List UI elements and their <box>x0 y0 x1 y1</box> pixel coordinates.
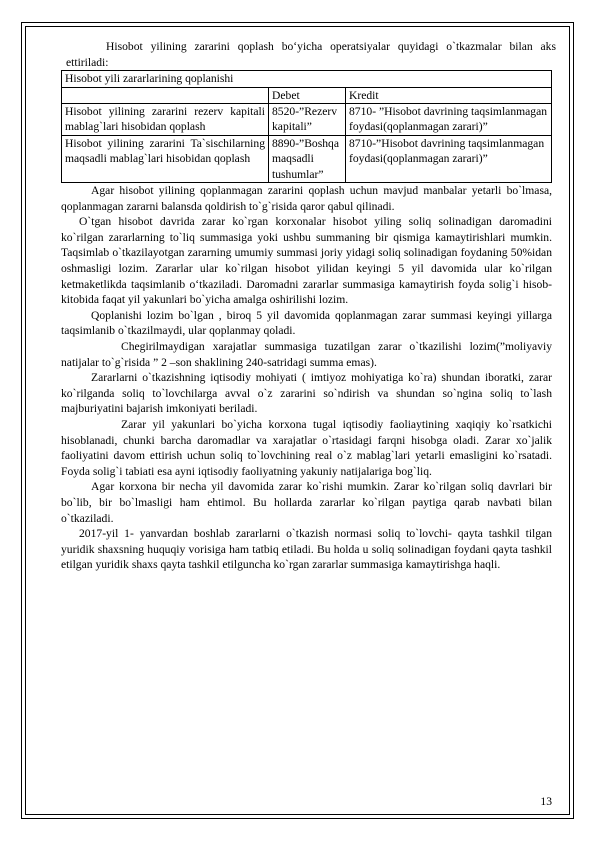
page-number: 13 <box>540 795 552 808</box>
paragraph: Zarar yil yakunlari bo`yicha korxona tugal iqtisodiy faoliaytining xaqiqiy ko`rsatkichi hisoblanadi, chunki barcha daromadlar va xarajatlar o`rtasidagi farqni hisobga oladi. Zarar xo`jalik faoliyatini davom ettirish uchun soliq to`lovchining real o`z mablag`lari yetarli emasligini ko`rsatadi. Foyda solig`i tabiati esa ayni iqtisodiy faoliyatning yakuniy natijalariga bog`liq. <box>61 417 552 478</box>
table-caption: Hisobot yili zararlarining qoplanishi <box>62 71 552 87</box>
table-header-kredit: Kredit <box>346 87 552 103</box>
table-cell-operation: Hisobot yilining zararini rezerv kapitali mablag`lari hisobidan qoplash <box>62 104 269 136</box>
paragraph: Agar korxona bir necha yil davomida zarar ko`rishi mumkin. Zarar ko`rilgan soliq davrlari bir bo`lib, bir bo`lmasligi ham ehtimol. Bu hollarda zararlar ko`rilgan paytiga qarab navbati bilan o`tkaziladi. <box>61 480 552 525</box>
intro-paragraph: Hisobot yilining zararini qoplash bo‘yicha operatsiyalar quyidagi o`tkazmalar bilan aks ettiriladi: <box>66 40 556 69</box>
table-row <box>62 135 552 182</box>
table-cell-operation: Hisobot yilining zararini Ta`sischilarning maqsadli mablag`lari hisobidan qoplash <box>62 135 269 182</box>
table-row <box>62 104 552 136</box>
paragraph: Chegirilmaydigan xarajatlar summasiga tuzatilgan zarar o`tkazilishi lozim(”moliyaviy natijalar to`g`risida ” 2 –son shaklining 240-satridagi summa emas). <box>61 339 552 369</box>
table-cell-kredit: 8710-”Hisobot davrining taqsimlanmagan foydasi(qoplanmagan zarari)” <box>346 135 552 182</box>
table-cell-debet: 8520-”Rezerv kapitali” <box>269 104 346 136</box>
table-cell-kredit: 8710- ”Hisobot davrining taqsimlanmagan foydasi(qoplanmagan zarari)” <box>346 104 552 136</box>
paragraph: Zararlarni o`tkazishning iqtisodiy mohiyati ( imtiyoz mohiyatiga ko`ra) shundan iboratki, zarar ko`rilganda soliq to`lovchilarga avval o`z zararini so`ndirish va shundan so`ngina soliq to`lash majburiyatini bajarish imkoniyati beriladi. <box>61 371 552 416</box>
table-caption-row <box>62 71 552 87</box>
entries-table <box>61 70 552 183</box>
table-header-debet: Debet <box>269 87 346 103</box>
table-cell-debet: 8890-”Boshqa maqsadli tushumlar” <box>269 135 346 182</box>
paragraph: Qoplanishi lozim bo`lgan , biroq 5 yil davomida qoplanmagan zarar summasi keyingi yillarga taqsimlanib o`tkazilmaydi, ular qoplanmay qoladi. <box>61 308 552 338</box>
table-header-empty <box>62 87 269 103</box>
paragraph: Agar hisobot yilining qoplanmagan zararini qoplash uchun mavjud manbalar yetarli bo`lmasa, qoplanmagan zararni balansda qoldirish to`g`risida qaror qabul qilinadi. <box>61 184 552 213</box>
table-header-row <box>62 87 552 103</box>
document-body <box>61 39 556 573</box>
paragraph: O`tgan hisobot davrida zarar ko`rgan korxonalar hisobot yiling soliq solinadigan daromadini ko`rilgan zararlarning to`liq summasiga yoki ushbu summaning bir qismiga kamaytirishlari mumkin. Taqsimlab o`tkazilayotgan zararning umumiy summasi joriy yidagi soliq solinadigan foydaning 50%idan oshmasligi lozim. Zararlar ular ko`rilgan hisobot yilidan keyingi 5 yil davomida ular ko`rilgan ketmaketlikda taqsimlanib o‘tkaziladi. Daromadni zararlar summasiga kamaytirish foyda solig`i hisob-kitobida faqat yil yakunlari bo`yicha amalga oshirilishi lozim. <box>61 215 552 307</box>
paragraph: 2017-yil 1- yanvardan boshlab zararlarni o`tkazish normasi soliq to`lovchi- qayta tashkil tilgan yuridik shaxsning huquqiy vorisiga ham tatbiq etiladi. Bu holda u soliq solinadigan foydani qayta tashkil etilgan yuridik shaxs qayta tashkil etilguncha ko`rgan zararlar summasiga kamaytirishga haqli. <box>61 527 552 572</box>
